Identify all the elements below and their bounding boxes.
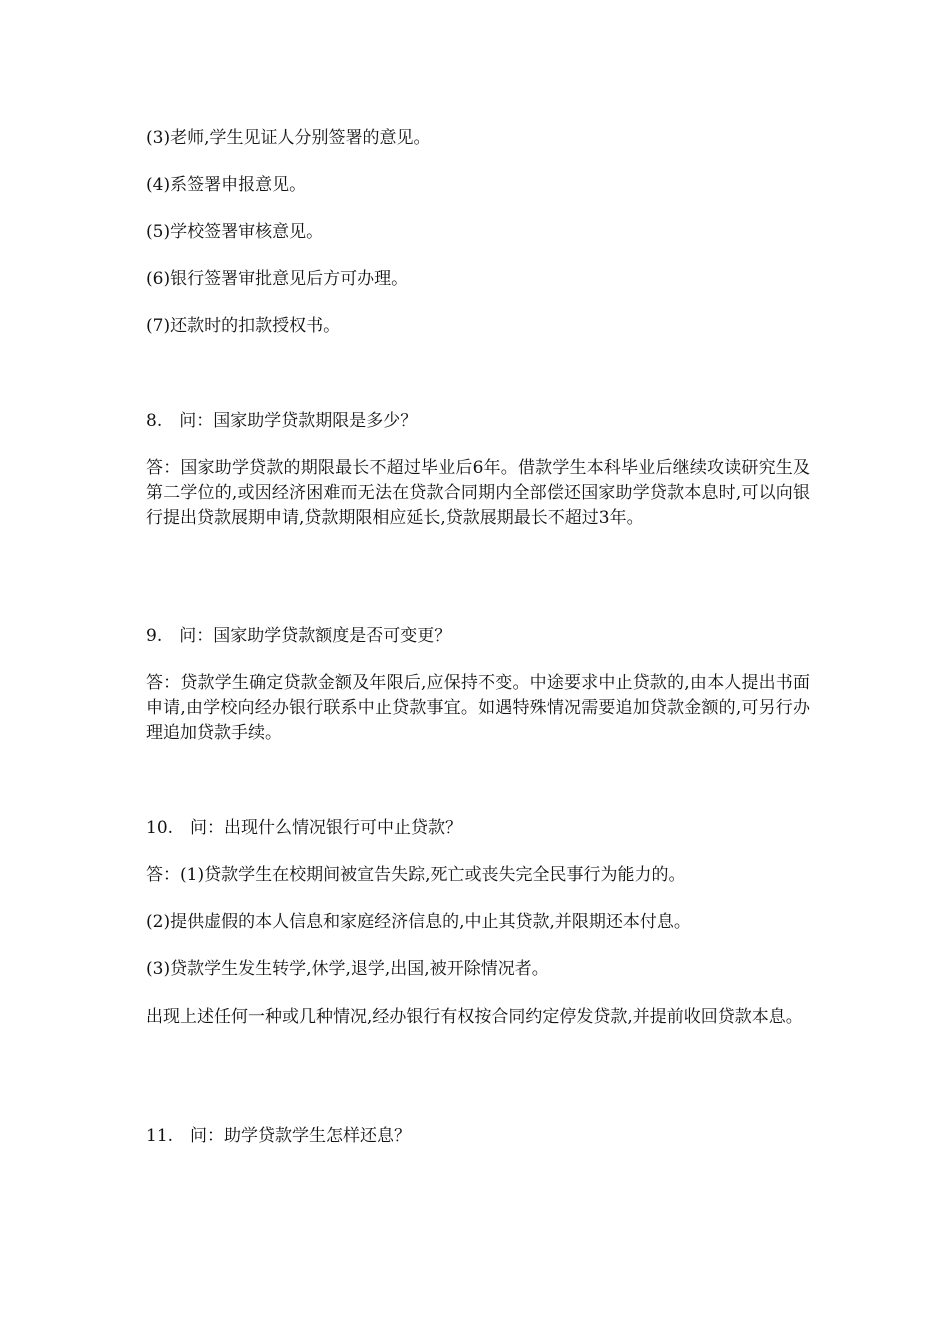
question-heading: 10. 问：出现什么情况银行可中止贷款？ <box>146 818 463 838</box>
question-heading: 9. 问：国家助学贷款额度是否可变更？ <box>146 626 452 646</box>
answer-item: (3)贷款学生发生转学,休学,退学,出国,被开除情况者。 <box>146 959 549 979</box>
answer-paragraph: 出现上述任何一种或几种情况,经办银行有权按合同约定停发贷款,并提前收回贷款本息。 <box>146 1007 803 1027</box>
question-heading: 11. 问：助学贷款学生怎样还息？ <box>146 1126 412 1146</box>
answer-paragraph: 答：国家助学贷款的期限最长不超过毕业后6年。借款学生本科毕业后继续攻读研究生及第二学位的,或因经济困难而无法在贷款合同期内全部偿还国家助学贷款本息时,可以向银行提出贷款展期申请,贷款期限相应延长,贷款展期最长不超过3年。 <box>146 458 810 528</box>
list-item: (6)银行签署审批意见后方可办理。 <box>146 269 409 289</box>
answer-paragraph: 答：贷款学生确定贷款金额及年限后,应保持不变。中途要求中止贷款的,由本人提出书面申请,由学校向经办银行联系中止贷款事宜。如遇特殊情况需要追加贷款金额的,可另行办理追加贷款手续。 <box>146 673 810 743</box>
answer-item: 答：(1)贷款学生在校期间被宣告失踪,死亡或丧失完全民事行为能力的。 <box>146 865 686 885</box>
answer-item: (2)提供虚假的本人信息和家庭经济信息的,中止其贷款,并限期还本付息。 <box>146 912 691 932</box>
list-item: (7)还款时的扣款授权书。 <box>146 316 341 336</box>
question-heading: 8. 问：国家助学贷款期限是多少？ <box>146 411 418 431</box>
list-item: (4)系签署申报意见。 <box>146 175 307 195</box>
list-item: (5)学校签署审核意见。 <box>146 222 324 242</box>
list-item: (3)老师,学生见证人分别签署的意见。 <box>146 128 431 148</box>
